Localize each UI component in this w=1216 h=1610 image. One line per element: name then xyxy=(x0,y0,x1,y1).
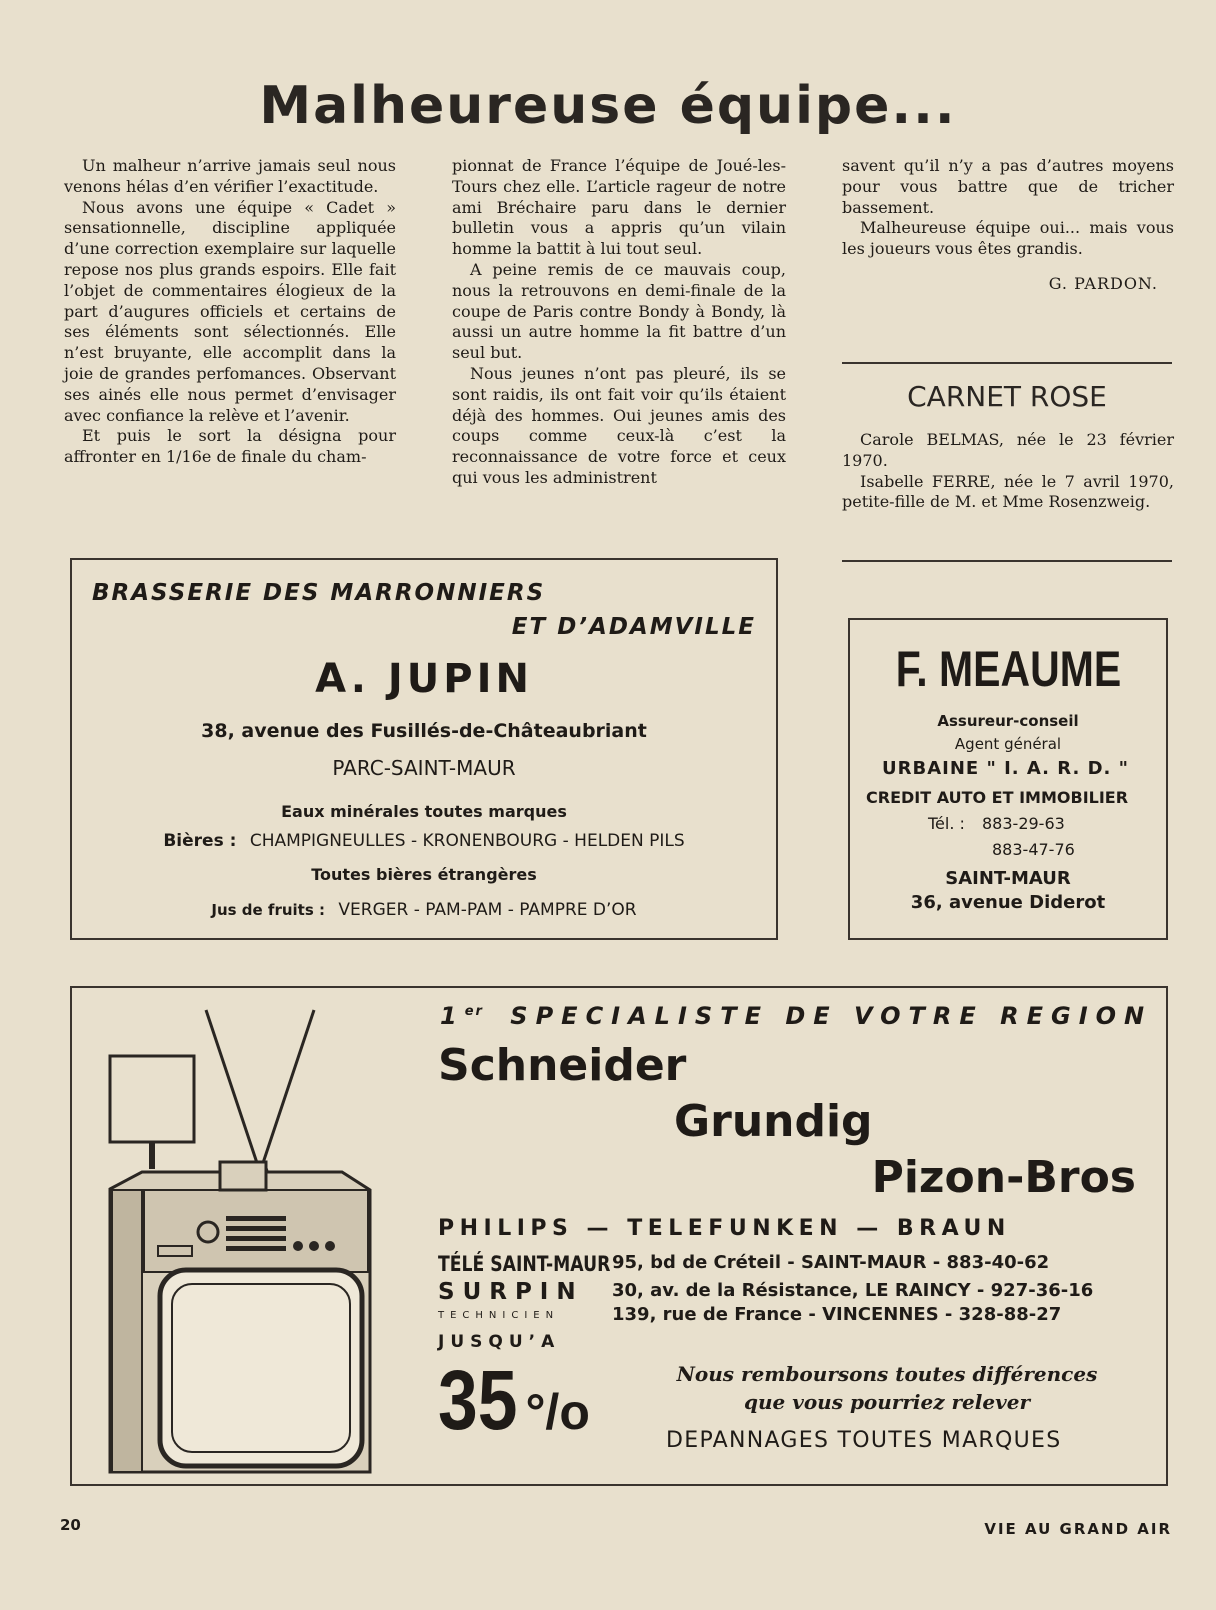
paragraph: savent qu’il n’y a pas d’autres moyens pour vous battre que de tricher bassement. xyxy=(842,156,1174,217)
meaume-city: SAINT-MAUR xyxy=(945,868,1071,889)
carnet-title: CARNET ROSE xyxy=(907,380,1107,413)
jusqua-label: JUSQU’A xyxy=(438,1332,561,1352)
store1-address: 95, bd de Créteil - SAINT-MAUR - 883-40-62 xyxy=(612,1252,1050,1273)
paragraph: pionnat de France l’équipe de Joué-les-Tours chez elle. L’article rageur de notre ami Bréchaire paru dans le dernier bulletin vous a appris qu’un vilain homme la battit à lui tout seul. xyxy=(452,156,786,259)
brasserie-line2: ET D’ADAMVILLE xyxy=(511,614,756,640)
jupin-address: 38, avenue des Fusillés-de-Châteaubriant xyxy=(201,720,647,742)
page-number: 20 xyxy=(60,1516,81,1534)
jupin-name: A. JUPIN xyxy=(315,656,533,702)
brand-pizon-bros: Pizon-Bros xyxy=(871,1152,1136,1203)
tv-depannage: DEPANNAGES TOUTES MARQUES xyxy=(666,1428,1062,1453)
signature: G. PARDON. xyxy=(1048,273,1158,293)
carnet-entry: Carole BELMAS, née le 23 février 1970. xyxy=(842,430,1174,470)
brand-grundig: Grundig xyxy=(674,1096,873,1147)
store2-address: 30, av. de la Résistance, LE RAINCY - 927-36-16 xyxy=(612,1280,1094,1301)
headline-text: SPECIALISTE DE VOTRE REGION xyxy=(510,1002,1153,1030)
article-column-3 xyxy=(842,156,1174,295)
tv-promise-2: que vous pourriez relever xyxy=(744,1390,1030,1414)
carnet-entries xyxy=(842,430,1174,513)
headline-number: 1 xyxy=(440,1002,465,1030)
divider xyxy=(842,560,1172,562)
store2-name: SURPIN xyxy=(438,1279,584,1305)
article-column-2 xyxy=(452,156,786,489)
jupin-bieres xyxy=(72,831,776,851)
divider xyxy=(842,362,1172,364)
paragraph: Un malheur n’arrive jamais seul nous venons hélas d’en vérifier l’exactitude. xyxy=(64,156,396,196)
article-title: Malheureuse équipe... xyxy=(259,76,957,136)
brands-line: PHILIPS — TELEFUNKEN — BRAUN xyxy=(438,1216,1011,1241)
paragraph: Malheureuse équipe oui... mais vous les joueurs vous êtes grandis. xyxy=(842,218,1174,259)
meaume-address: 36, avenue Diderot xyxy=(910,892,1106,913)
jupin-city: PARC-SAINT-MAUR xyxy=(332,756,516,780)
article-column-1 xyxy=(64,156,396,468)
paragraph: A peine remis de ce mauvais coup, nous la retrouvons en demi-finale de la coupe de Paris contre Bondy à Bondy, là aussi un autre homme la fit battre d’un seul but. xyxy=(452,259,786,363)
tv-promise-1: Nous remboursons toutes différences xyxy=(676,1362,1098,1386)
brand-schneider: Schneider xyxy=(438,1040,687,1091)
jupin-etrangeres: Toutes bières étrangères xyxy=(311,865,537,884)
paragraph: Nous avons une équipe « Cadet » sensationnelle, discipline appliquée d’une correction exemplaire sur laquelle repose nos plus grands espoirs. Elle fait l’objet de commentaires élogieux de la part d’augures officiels et certains de ses éléments sont sélectionnés. Elle n’est bruyante, elle accomplit dans la joie de grandes perfomances. Observant ses ainés elle nous permet d’envisager avec confiance la relève et l’avenir. xyxy=(64,197,396,425)
rabbit-ears-antenna xyxy=(206,1010,314,1179)
meaume-company: URBAINE " I. A. R. D. " xyxy=(882,758,1129,779)
tv-headline xyxy=(440,1002,1152,1030)
meaume-role: Assureur-conseil xyxy=(937,712,1079,730)
jupin-jus xyxy=(72,900,776,920)
publication-name: VIE AU GRAND AIR xyxy=(984,1520,1172,1538)
jus-label: Jus de fruits : xyxy=(211,901,325,919)
headline-superscript: er xyxy=(464,1004,484,1019)
tel-number-1: 883-29-63 xyxy=(982,814,1065,833)
uhf-antenna xyxy=(110,1056,194,1169)
meaume-tel xyxy=(928,814,1065,833)
discount-number: 35 xyxy=(438,1353,518,1447)
ad-tv-specialist xyxy=(70,986,1168,1486)
tv-cabinet xyxy=(110,1162,370,1472)
store3-address: 139, rue de France - VINCENNES - 328-88-27 xyxy=(612,1304,1062,1325)
discount-sign: °/o xyxy=(525,1384,590,1440)
bieres-label: Bières : xyxy=(163,831,237,851)
meaume-name: F. MEAUME xyxy=(895,641,1121,697)
tel-label: Tél. : xyxy=(928,814,965,833)
jus-list: VERGER - PAM-PAM - PAMPRE D’OR xyxy=(338,900,637,920)
meaume-credit: CREDIT AUTO ET IMMOBILIER xyxy=(866,788,1129,807)
paragraph: Et puis le sort la désigna pour affronter en 1/16e de finale du cham- xyxy=(64,426,396,467)
television-illustration xyxy=(102,994,402,1482)
tel-number-2: 883-47-76 xyxy=(992,840,1075,859)
discount xyxy=(438,1353,590,1447)
meaume-name-wrap xyxy=(850,640,1166,698)
store1-name: TÉLÉ SAINT-MAUR xyxy=(438,1252,611,1276)
paragraph: Nous jeunes n’ont pas pleuré, ils se sont raidis, ils ont fait voir qu’ils étaient déjà des hommes. Oui jeunes amis des coups comme ceux-là c’est la reconnaissance de votre force et ceux qui vous les administrent xyxy=(452,363,786,487)
carnet-entry: Isabelle FERRE, née le 7 avril 1970, petite-fille de M. et Mme Rosenzweig. xyxy=(842,471,1174,512)
jupin-eaux: Eaux minérales toutes marques xyxy=(281,802,567,821)
ad-brasserie xyxy=(70,558,778,940)
ad-meaume xyxy=(848,618,1168,940)
meaume-agent: Agent général xyxy=(954,735,1062,753)
store3-name: TECHNICIEN xyxy=(438,1310,560,1321)
bieres-list: CHAMPIGNEULLES - KRONENBOURG - HELDEN PILS xyxy=(249,831,685,851)
brasserie-line1: BRASSERIE DES MARRONNIERS xyxy=(92,580,546,606)
